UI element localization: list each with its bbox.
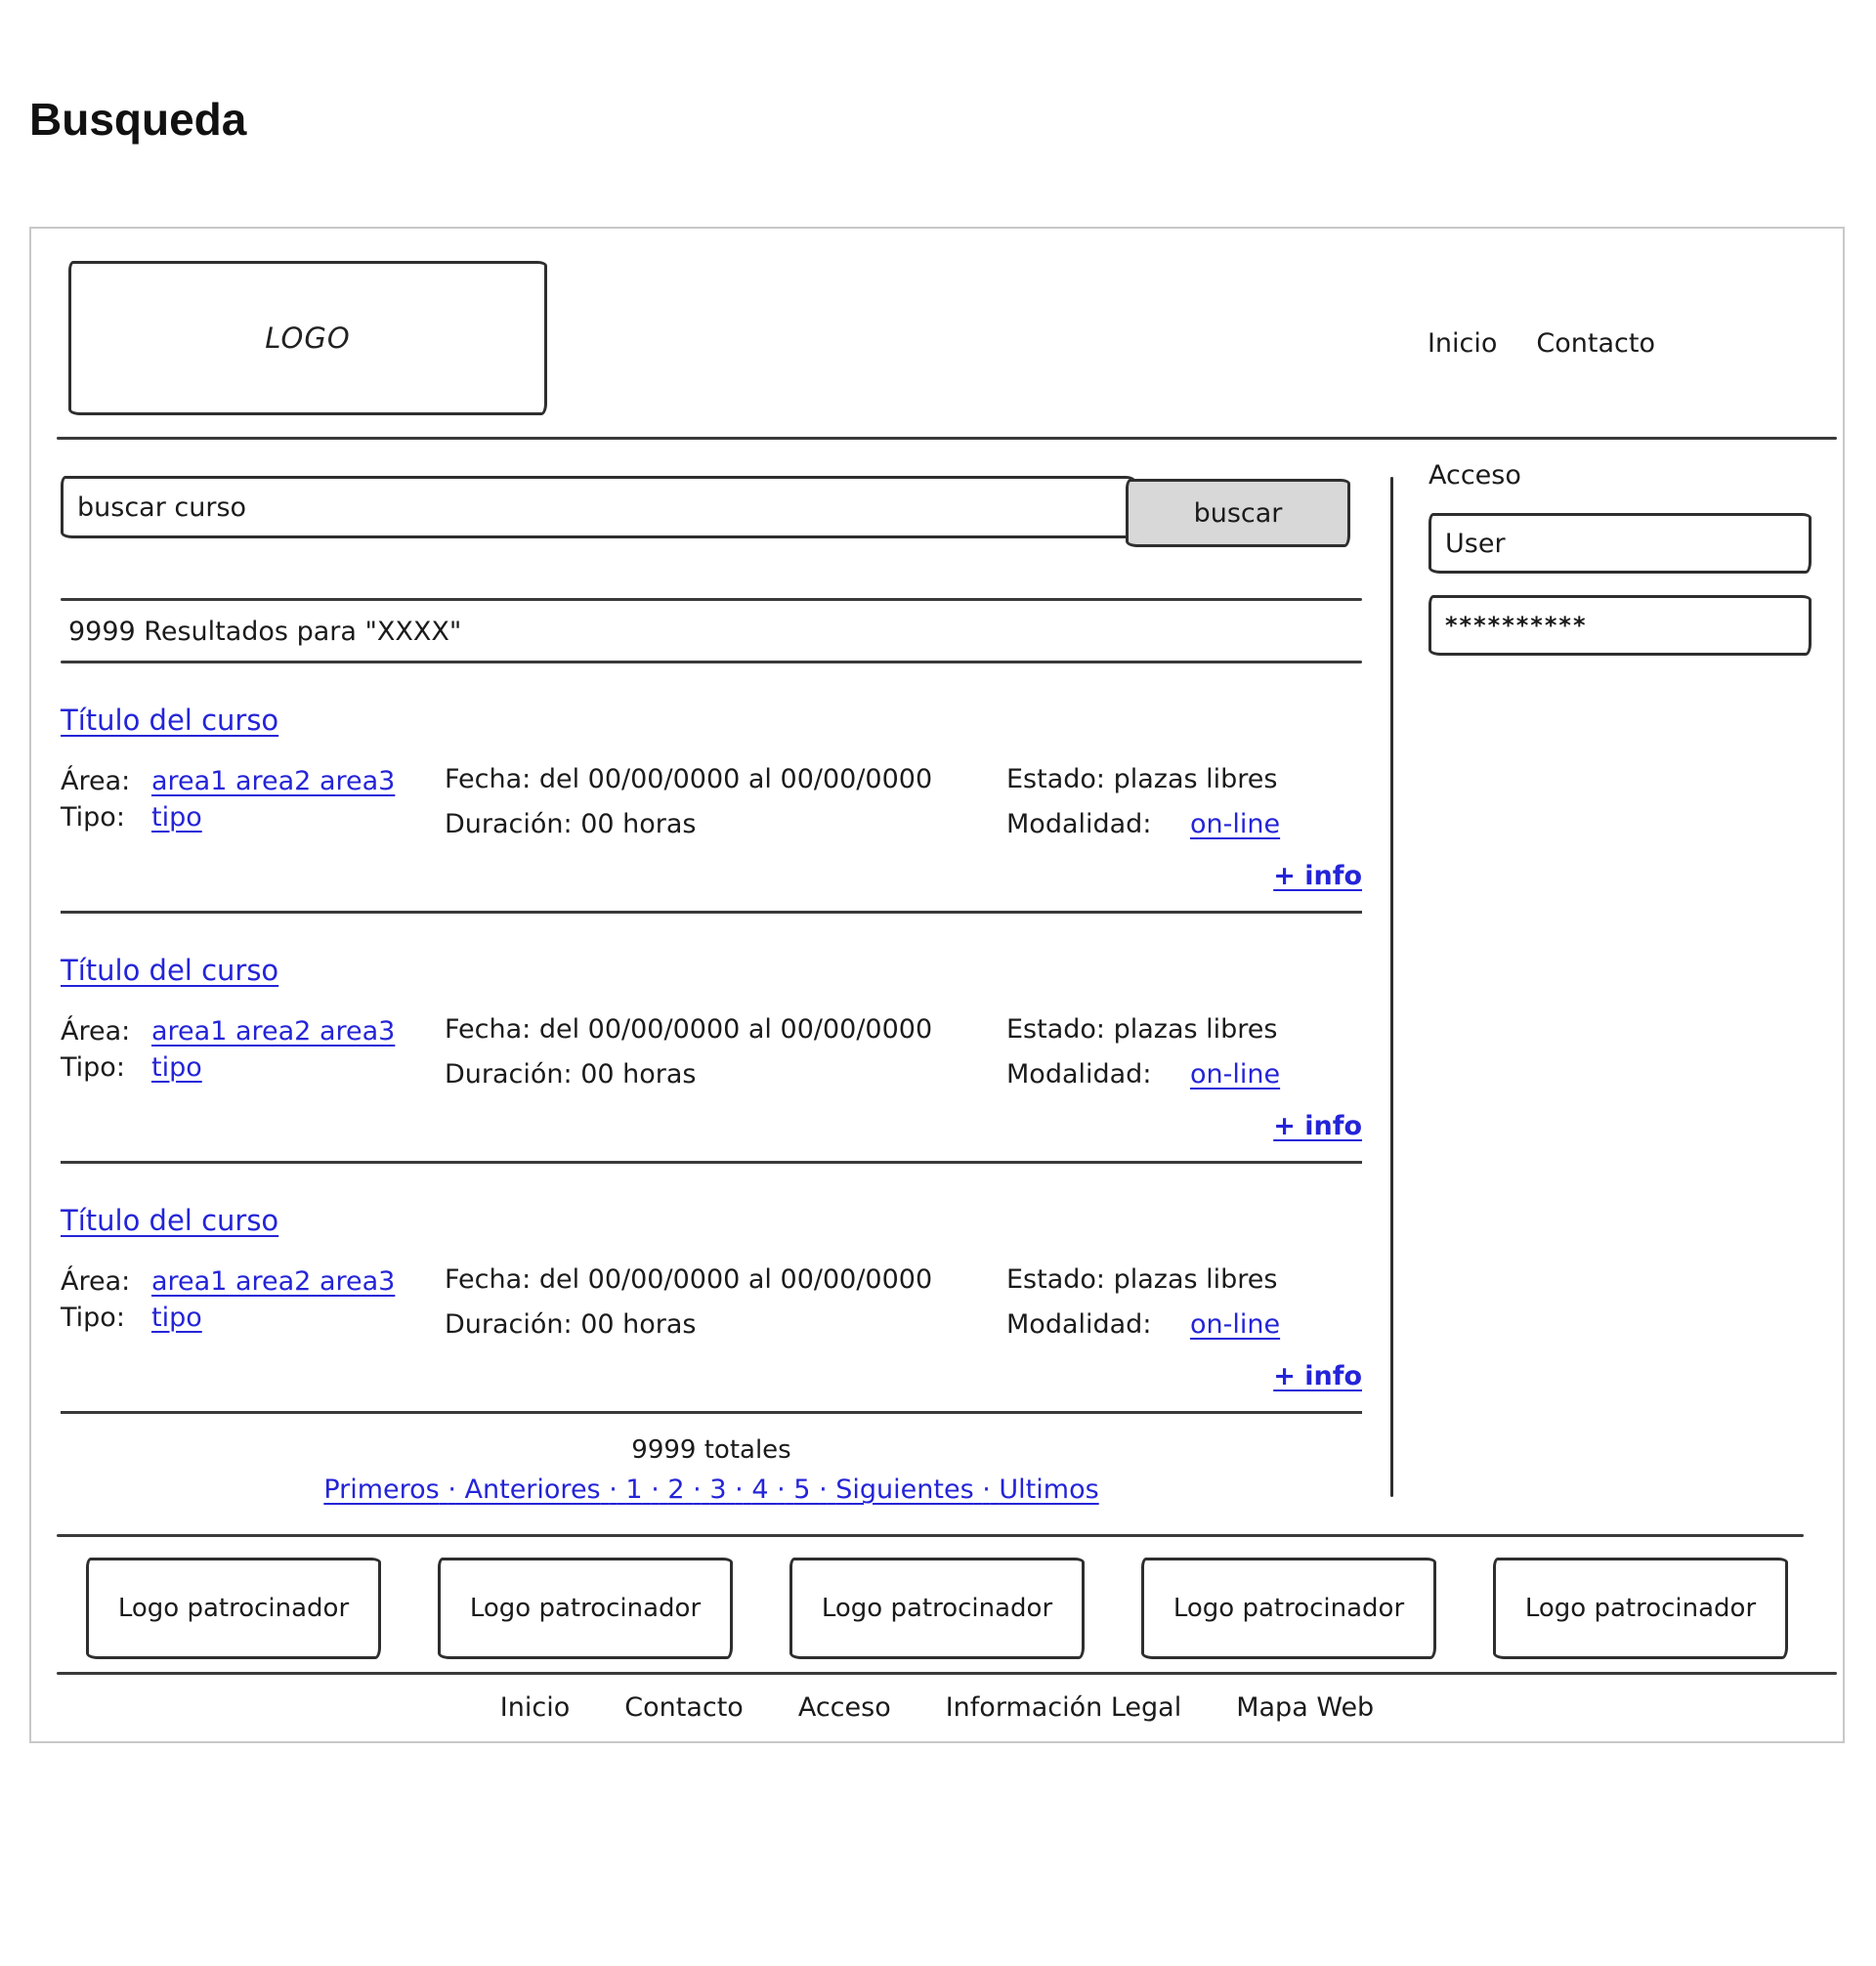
course-details xyxy=(61,1013,1362,1091)
duracion-text: Duración: 00 horas xyxy=(445,809,697,839)
tipo-link[interactable]: tipo xyxy=(151,802,202,833)
results-summary: 9999 Resultados para "XXXX" xyxy=(68,617,462,647)
search-button[interactable]: buscar xyxy=(1126,479,1350,547)
area-links[interactable]: area1 area2 area3 xyxy=(151,766,396,796)
more-info-link[interactable]: + info xyxy=(1273,861,1362,891)
wireframe-container xyxy=(29,227,1845,1743)
pagination-page-3[interactable]: 3 xyxy=(709,1474,727,1505)
pagination-siguientes[interactable]: Siguientes xyxy=(835,1474,974,1505)
tipo-label: Tipo: xyxy=(61,1303,125,1333)
top-nav-contacto[interactable]: Contacto xyxy=(1536,328,1655,359)
pagination-separator: · xyxy=(735,1474,744,1505)
sponsor-logo-placeholder: Logo patrocinador xyxy=(438,1558,733,1659)
footer-nav xyxy=(31,1692,1843,1723)
footer-nav-contacto[interactable]: Contacto xyxy=(624,1692,744,1723)
sponsors-row xyxy=(31,1558,1843,1659)
pagination-separator: · xyxy=(693,1474,702,1505)
estado-text: Estado: plazas libres xyxy=(1006,1264,1278,1295)
course-date-col xyxy=(445,1263,1006,1342)
modalidad-link[interactable]: on-line xyxy=(1190,809,1281,839)
area-links[interactable]: area1 area2 area3 xyxy=(151,1016,396,1047)
tipo-link[interactable]: tipo xyxy=(151,1303,202,1333)
content-vertical-divider xyxy=(1390,477,1393,1497)
course-details xyxy=(61,1263,1362,1342)
more-info-link[interactable]: + info xyxy=(1273,1361,1362,1391)
logo-text: LOGO xyxy=(265,321,351,355)
duracion-text: Duración: 00 horas xyxy=(445,1059,697,1090)
fecha-text: Fecha: del 00/00/0000 al 00/00/0000 xyxy=(445,1014,933,1045)
area-links[interactable]: area1 area2 area3 xyxy=(151,1266,396,1297)
pagination-page-2[interactable]: 2 xyxy=(667,1474,685,1505)
fecha-text: Fecha: del 00/00/0000 al 00/00/0000 xyxy=(445,764,933,794)
password-field[interactable] xyxy=(1428,595,1812,656)
area-label: Área: xyxy=(61,1016,131,1047)
pagination-separator: · xyxy=(982,1474,991,1505)
course-title-link[interactable]: Título del curso xyxy=(61,704,279,737)
area-label: Área: xyxy=(61,766,131,796)
course-details xyxy=(61,763,1362,841)
modalidad-label: Modalidad: xyxy=(1006,1059,1152,1090)
sponsor-logo-placeholder: Logo patrocinador xyxy=(86,1558,381,1659)
course-title-link[interactable]: Título del curso xyxy=(61,1204,279,1237)
course-state-col xyxy=(1006,763,1362,841)
sponsor-logo-placeholder: Logo patrocinador xyxy=(789,1558,1085,1659)
area-label: Área: xyxy=(61,1266,131,1297)
more-info-link[interactable]: + info xyxy=(1273,1111,1362,1141)
duracion-text: Duración: 00 horas xyxy=(445,1309,697,1340)
footer-nav-informacion-legal[interactable]: Información Legal xyxy=(945,1692,1182,1723)
course-state-col xyxy=(1006,1263,1362,1342)
course-result xyxy=(61,1164,1362,1414)
pagination-anteriores[interactable]: Anteriores xyxy=(464,1474,601,1505)
tipo-link[interactable]: tipo xyxy=(151,1052,202,1083)
tipo-label: Tipo: xyxy=(61,1052,125,1083)
course-result xyxy=(61,914,1362,1164)
estado-text: Estado: plazas libres xyxy=(1006,1014,1278,1045)
course-date-col xyxy=(445,763,1006,841)
footer-divider xyxy=(57,1672,1837,1675)
top-nav-inicio[interactable]: Inicio xyxy=(1427,328,1498,359)
course-result xyxy=(61,663,1362,914)
tipo-label: Tipo: xyxy=(61,802,125,833)
pagination-page-1[interactable]: 1 xyxy=(625,1474,643,1505)
sponsor-logo-placeholder: Logo patrocinador xyxy=(1493,1558,1788,1659)
course-state-col xyxy=(1006,1013,1362,1091)
course-date-col xyxy=(445,1013,1006,1091)
header-divider xyxy=(57,437,1837,440)
username-field[interactable] xyxy=(1428,513,1812,574)
pagination-separator: · xyxy=(609,1474,618,1505)
sponsor-logo-placeholder: Logo patrocinador xyxy=(1141,1558,1436,1659)
footer-nav-mapa-web[interactable]: Mapa Web xyxy=(1236,1692,1375,1723)
logo-placeholder xyxy=(68,261,547,415)
results-area xyxy=(61,598,1362,1505)
search-input[interactable] xyxy=(61,476,1135,538)
pagination-primeros[interactable]: Primeros xyxy=(323,1474,440,1505)
top-nav xyxy=(1428,328,1655,359)
pagination-separator: · xyxy=(448,1474,456,1505)
footer-nav-inicio[interactable]: Inicio xyxy=(499,1692,571,1723)
pagination-separator: · xyxy=(777,1474,786,1505)
page-title: Busqueda xyxy=(29,94,247,145)
pagination-page-5[interactable]: 5 xyxy=(793,1474,811,1505)
course-title-link[interactable]: Título del curso xyxy=(61,954,279,987)
course-area-col xyxy=(61,1263,445,1342)
access-title: Acceso xyxy=(1428,460,1521,491)
pagination-separator: · xyxy=(819,1474,828,1505)
fecha-text: Fecha: del 00/00/0000 al 00/00/0000 xyxy=(445,1264,933,1295)
estado-text: Estado: plazas libres xyxy=(1006,764,1278,794)
modalidad-label: Modalidad: xyxy=(1006,1309,1152,1340)
modalidad-link[interactable]: on-line xyxy=(1190,1059,1281,1090)
pagination-page-4[interactable]: 4 xyxy=(751,1474,769,1505)
pagination-ultimos[interactable]: Ultimos xyxy=(999,1474,1099,1505)
modalidad-label: Modalidad: xyxy=(1006,809,1152,839)
sponsors-top-divider xyxy=(57,1534,1804,1537)
pagination-separator: · xyxy=(651,1474,660,1505)
modalidad-link[interactable]: on-line xyxy=(1190,1309,1281,1340)
access-panel xyxy=(1428,460,1812,656)
course-area-col xyxy=(61,763,445,841)
pagination xyxy=(61,1474,1362,1505)
results-totals: 9999 totales xyxy=(631,1435,791,1465)
course-area-col xyxy=(61,1013,445,1091)
footer-nav-acceso[interactable]: Acceso xyxy=(797,1692,891,1723)
